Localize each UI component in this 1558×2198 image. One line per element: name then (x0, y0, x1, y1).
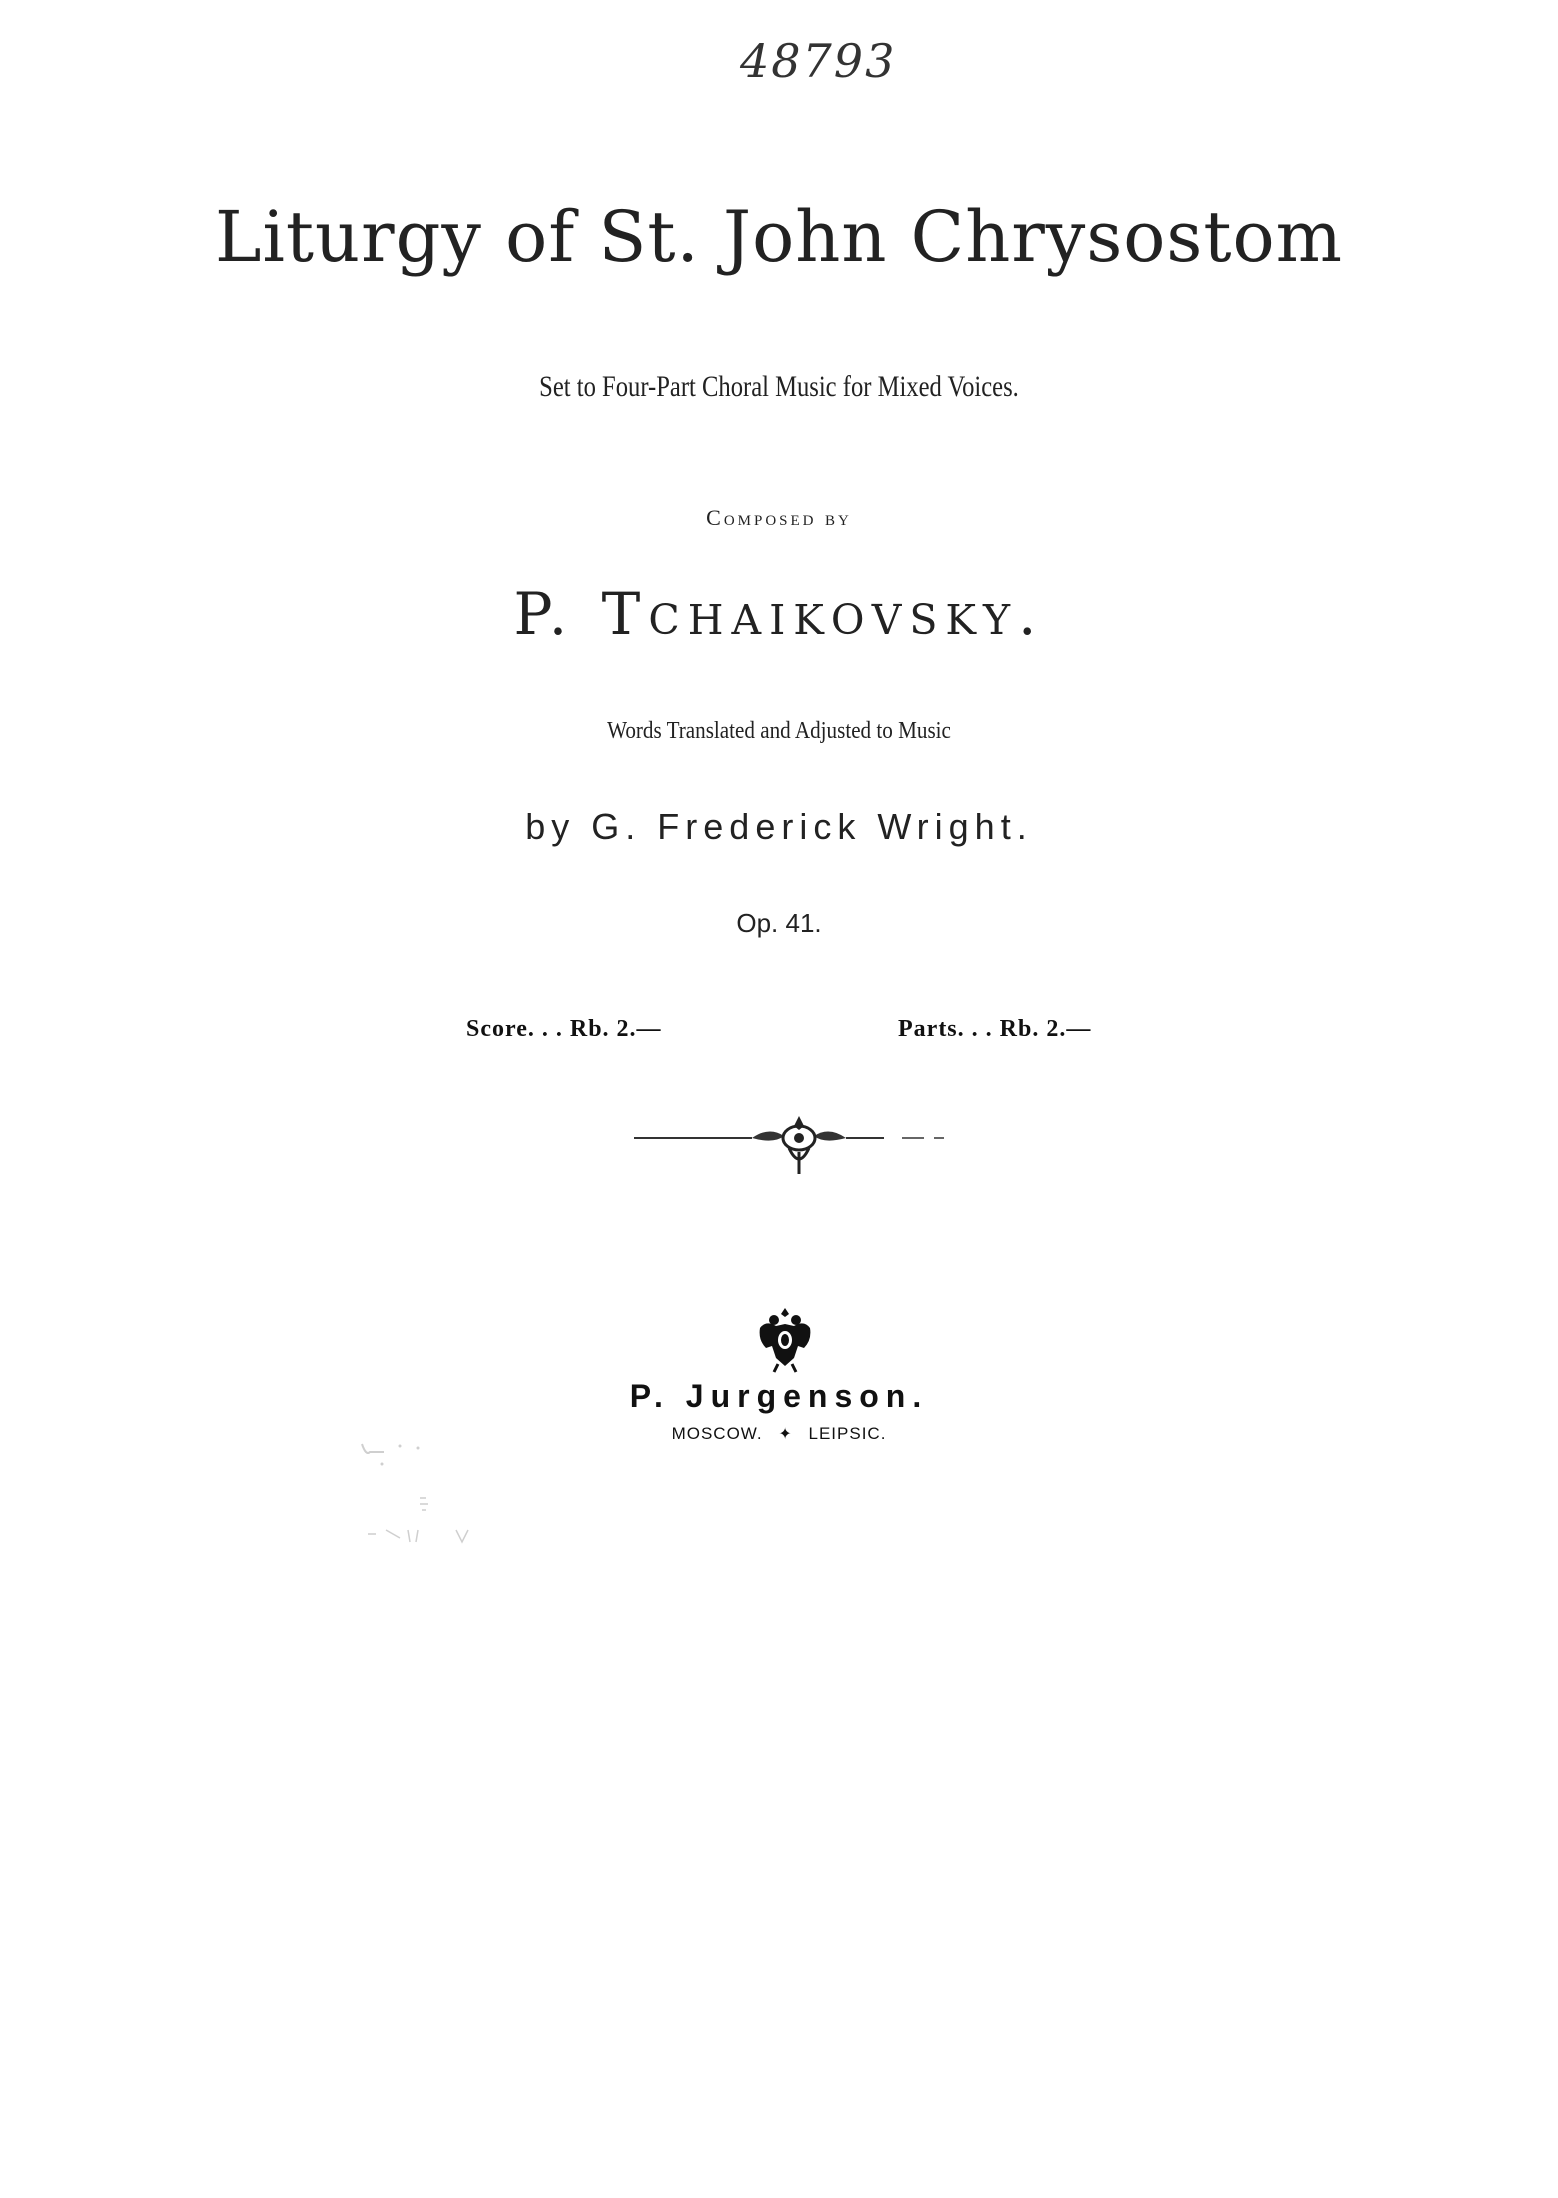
price-parts: Parts. . . Rb. 2.— (898, 1016, 1092, 1042)
price-score: Score. . . Rb. 2.— (466, 1016, 662, 1042)
city-moscow: MOSCOW. (671, 1424, 763, 1443)
faded-library-stamp (360, 1438, 520, 1558)
opus-number: Op. 41. (736, 908, 822, 938)
translation-note: Words Translated and Adjusted to Music (607, 718, 951, 744)
publisher-cities (0, 1424, 1558, 1444)
city-leipsic: LEIPSIC. (808, 1424, 887, 1443)
composer-name: P. Tchaikovsky. (513, 580, 1045, 648)
composed-by-label: Composed by (706, 505, 852, 530)
publisher-name: P. Jurgenson. (629, 1378, 929, 1414)
double-headed-eagle-icon (756, 1306, 814, 1374)
translator-name: by G. Frederick Wright. (525, 806, 1033, 847)
diamond-separator-icon: ✦ (778, 1426, 793, 1443)
subtitle: Set to Four-Part Choral Music for Mixed Voices. (539, 370, 1019, 403)
page-title: Liturgy of St. John Chrysostom (215, 196, 1343, 278)
catalog-number: 48793 (740, 34, 897, 88)
decorative-rule-icon (634, 1108, 964, 1188)
